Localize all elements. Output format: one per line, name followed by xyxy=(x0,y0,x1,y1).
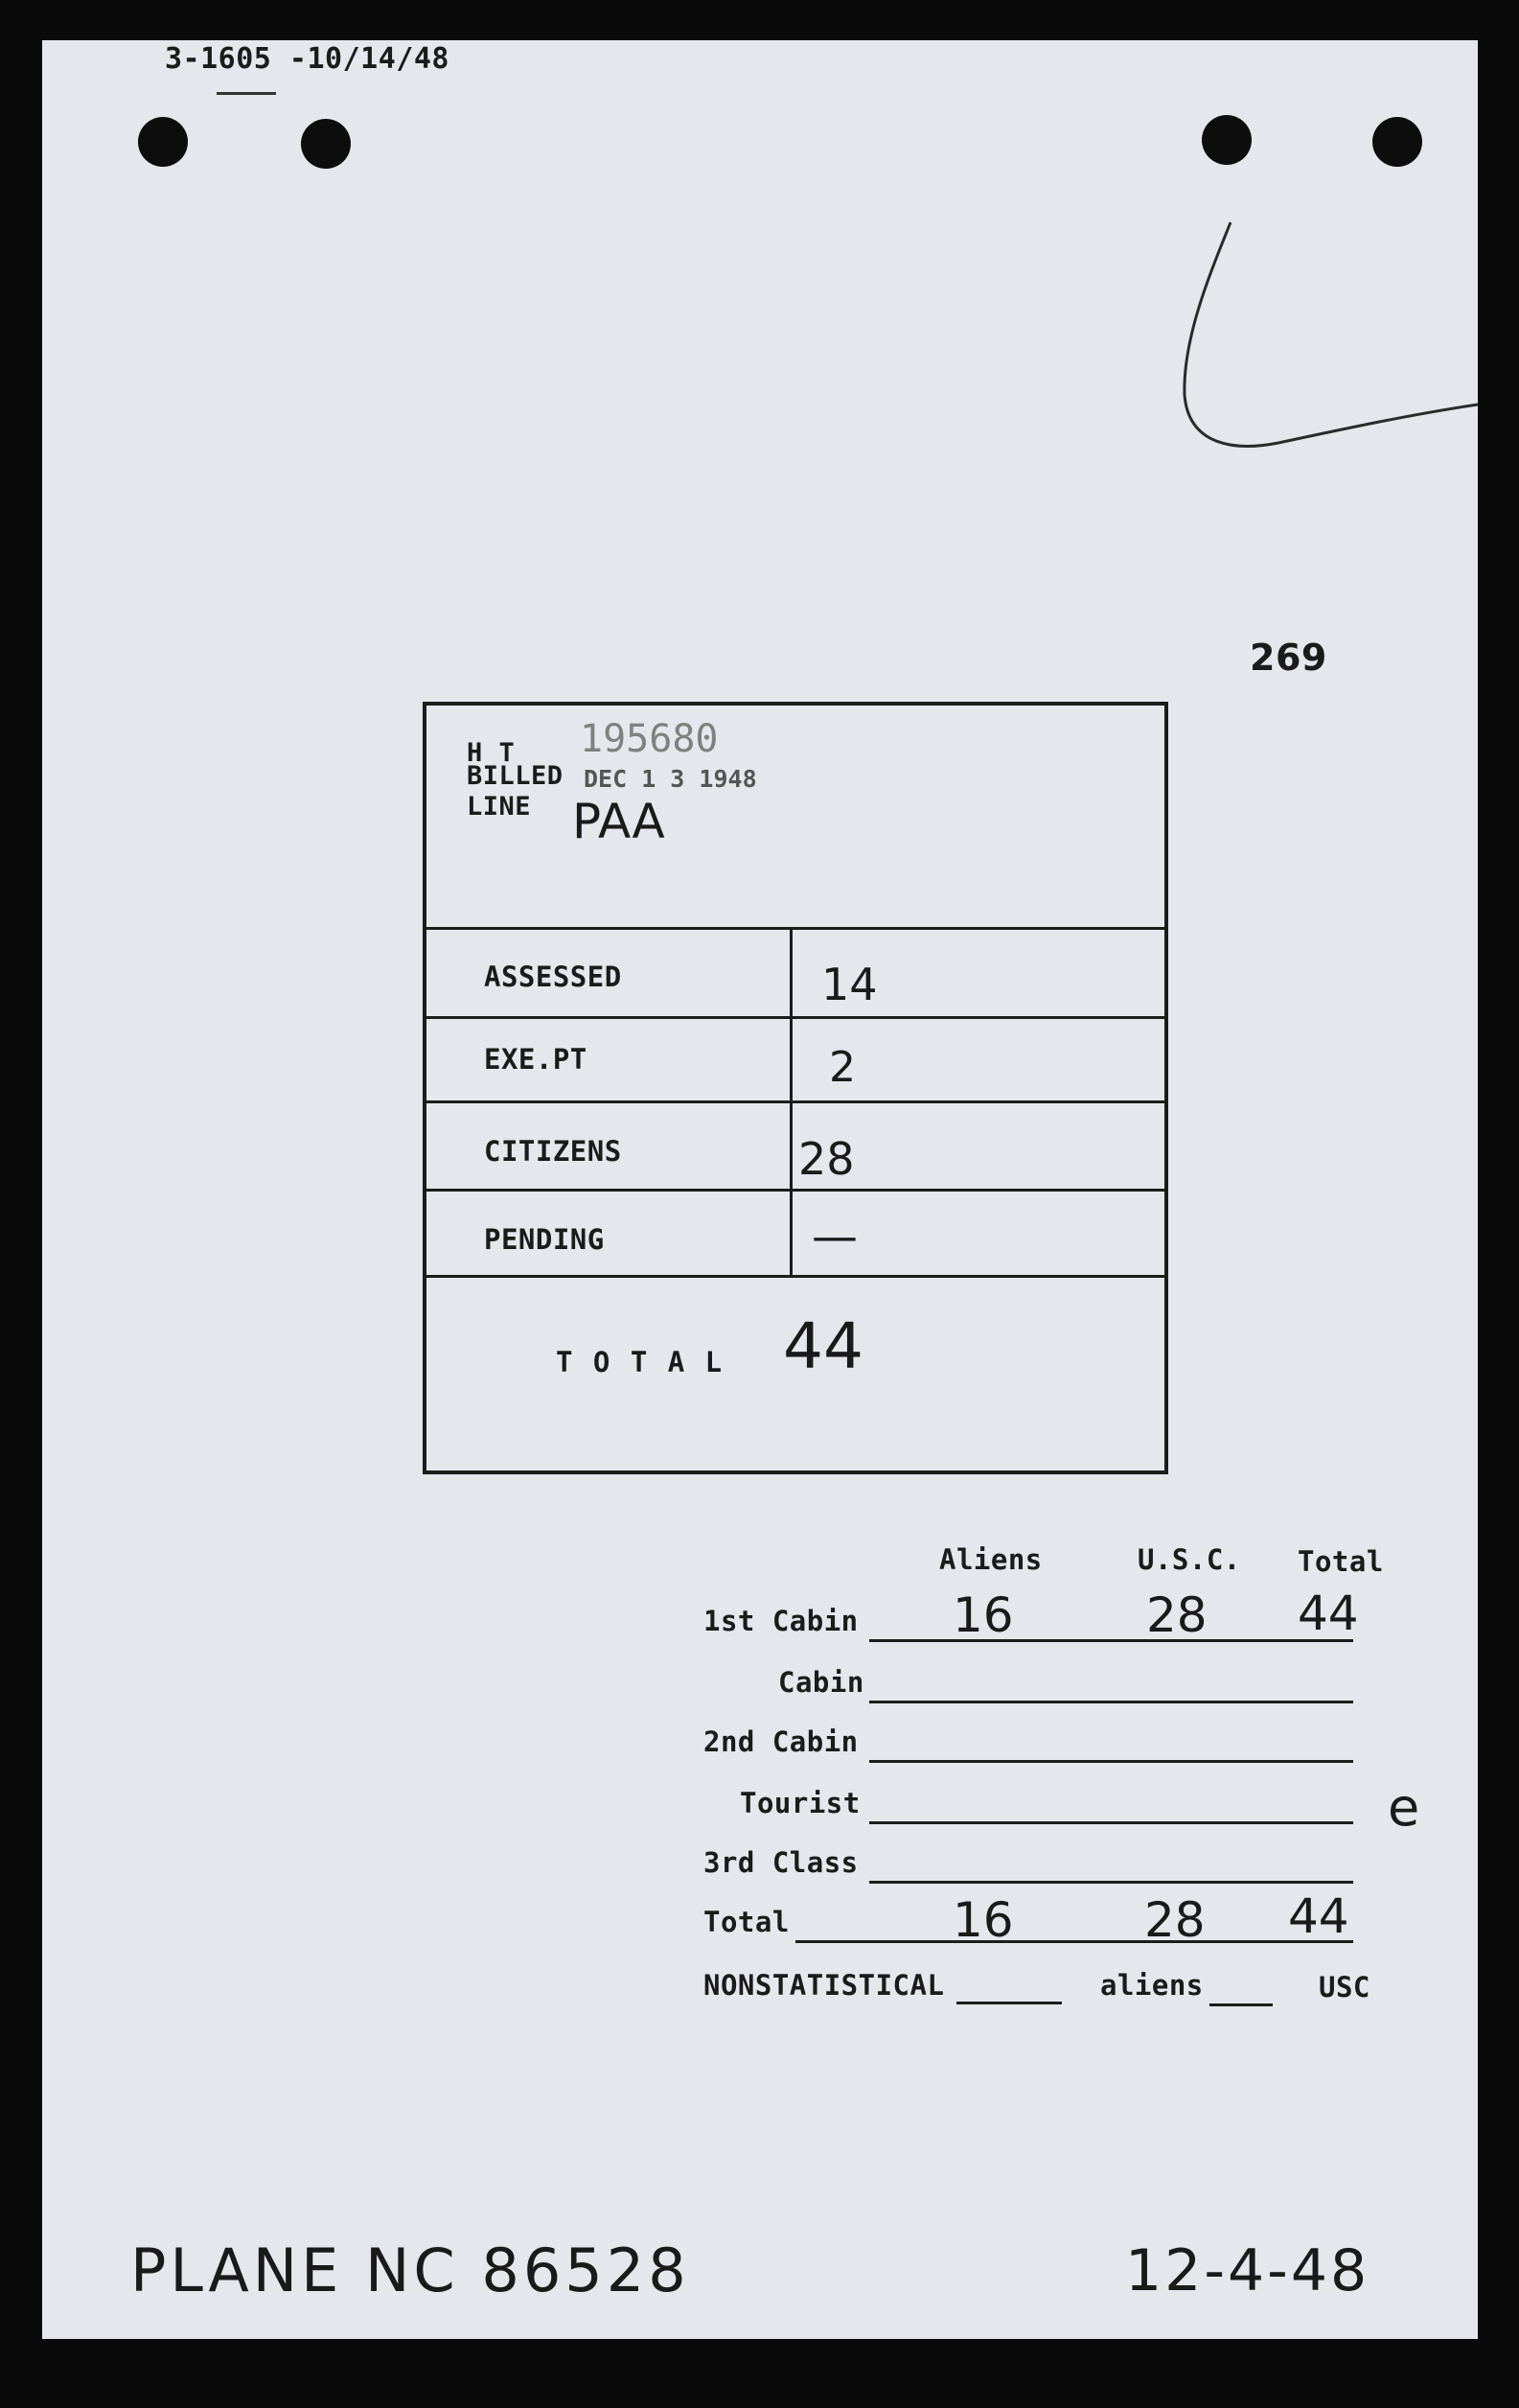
stamp-number: 195680 xyxy=(580,717,719,761)
pending-value: — xyxy=(812,1210,858,1263)
cell-1st-cabin-total: 44 xyxy=(1298,1586,1359,1641)
cell-total-aliens: 16 xyxy=(953,1892,1014,1948)
row-label-2nd-cabin: 2nd Cabin xyxy=(703,1725,859,1758)
aliens-label: aliens xyxy=(1100,1969,1204,2002)
document-page xyxy=(42,40,1478,2339)
row-label-1st-cabin: 1st Cabin xyxy=(703,1605,859,1637)
rule xyxy=(426,1189,1164,1192)
pencil-curve-mark xyxy=(1125,213,1480,500)
rule xyxy=(426,1016,1164,1019)
row-label-total: Total xyxy=(703,1906,790,1938)
plane-number-handwritten: PLANE NC 86528 xyxy=(130,2235,690,2305)
total-value: 44 xyxy=(783,1309,863,1383)
stamp-date: DEC 1 3 1948 xyxy=(584,765,757,793)
billed-label: BILLED xyxy=(467,761,564,791)
pending-label: PENDING xyxy=(484,1223,605,1256)
punch-hole xyxy=(1202,115,1252,165)
ht-label: H T xyxy=(467,738,516,768)
citizens-value: 28 xyxy=(798,1133,855,1185)
exempt-label: EXE.PT xyxy=(484,1043,587,1076)
row-label-cabin: Cabin xyxy=(778,1666,864,1699)
date-handwritten: 12-4-48 xyxy=(1125,2237,1370,2304)
entry-line xyxy=(869,1821,1353,1824)
row-label-3rd-class: 3rd Class xyxy=(703,1846,859,1879)
entry-line xyxy=(795,1940,1353,1943)
assessed-label: ASSESSED xyxy=(484,961,622,993)
cell-1st-cabin-usc: 28 xyxy=(1146,1587,1208,1643)
form-number-underline xyxy=(217,92,276,95)
exempt-value: 2 xyxy=(829,1043,856,1092)
entry-line xyxy=(869,1760,1353,1763)
cell-1st-cabin-aliens: 16 xyxy=(953,1587,1014,1643)
citizens-label: CITIZENS xyxy=(484,1135,622,1168)
entry-line xyxy=(869,1701,1353,1703)
punch-hole xyxy=(301,119,351,169)
line-value-handwritten: PAA xyxy=(572,794,665,849)
entry-line xyxy=(1209,2003,1273,2006)
row-label-tourist: Tourist xyxy=(740,1787,861,1819)
assessed-value: 14 xyxy=(821,959,878,1010)
punch-hole xyxy=(138,117,188,167)
rule xyxy=(426,1275,1164,1278)
rule xyxy=(426,1100,1164,1103)
column-header-usc: U.S.C. xyxy=(1138,1543,1241,1576)
entry-line xyxy=(869,1639,1353,1642)
rule xyxy=(426,927,1164,930)
page-number: 269 xyxy=(1250,637,1327,679)
column-header-aliens: Aliens xyxy=(939,1543,1043,1576)
entry-line xyxy=(956,2002,1062,2004)
entry-line xyxy=(869,1881,1353,1884)
total-label: T O T A L xyxy=(556,1346,725,1378)
usc-label: USC xyxy=(1319,1971,1370,2003)
billing-form-box xyxy=(423,702,1168,1474)
form-number: 3-1605 -10/14/48 xyxy=(165,42,449,76)
column-header-total: Total xyxy=(1298,1545,1384,1578)
line-label: LINE xyxy=(467,792,532,822)
cell-total-total: 44 xyxy=(1288,1888,1349,1944)
cell-total-usc: 28 xyxy=(1144,1892,1206,1948)
punch-hole xyxy=(1372,117,1422,167)
tourist-mark: e xyxy=(1388,1777,1420,1838)
nonstatistical-label: NONSTATISTICAL xyxy=(703,1969,945,2002)
